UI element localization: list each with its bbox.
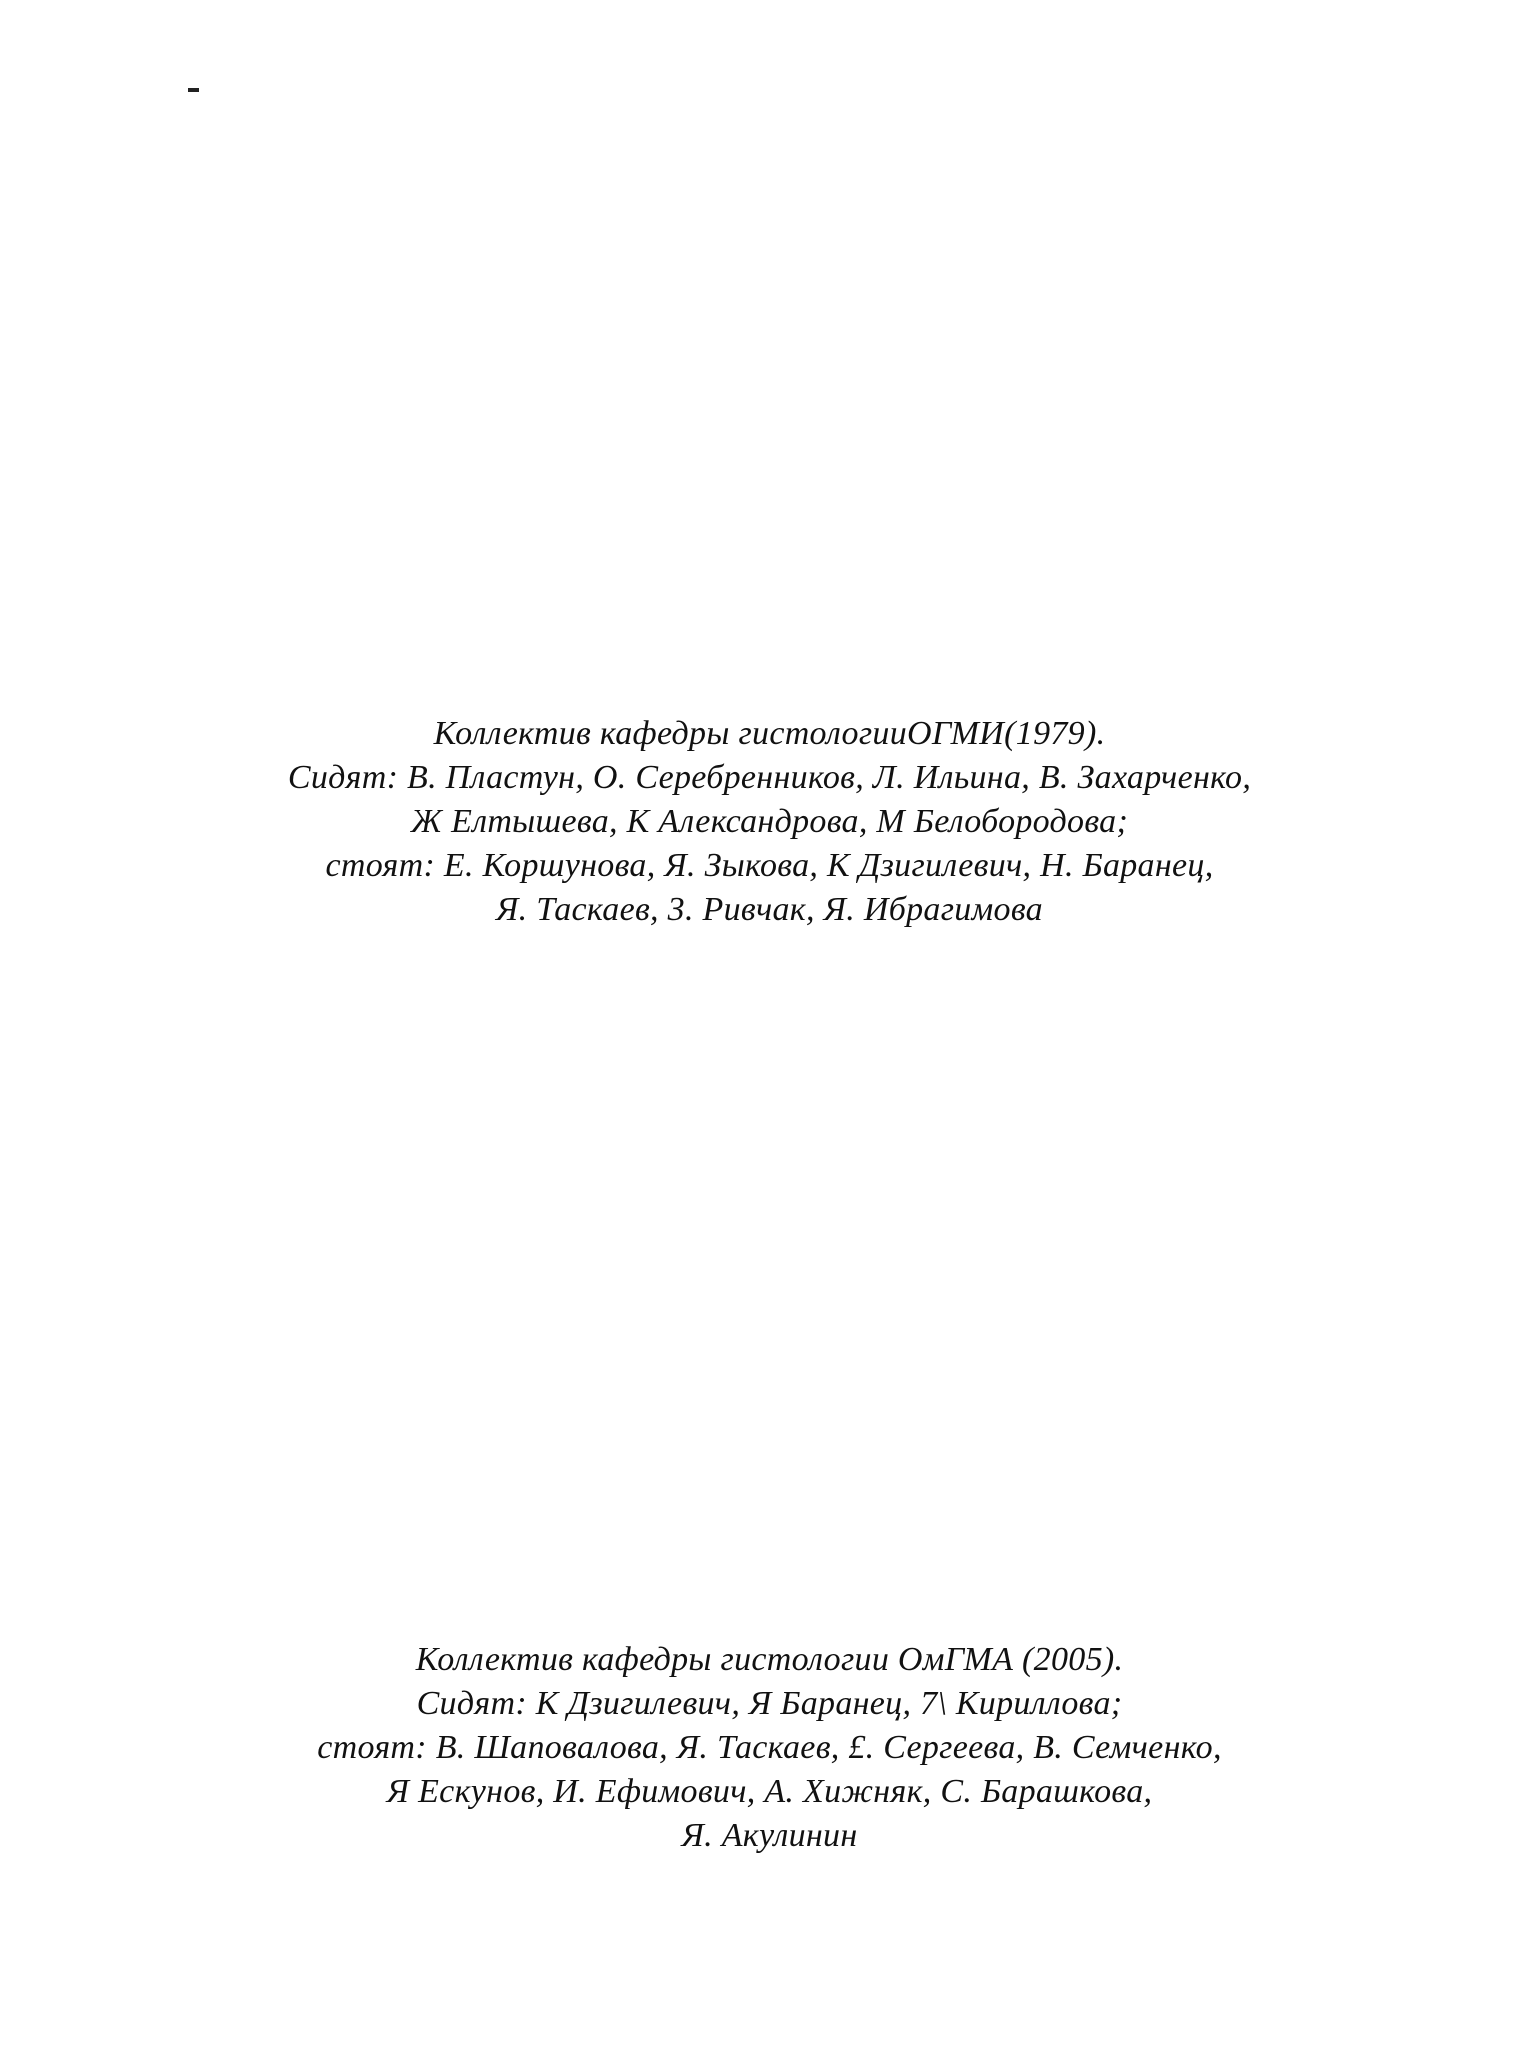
caption-line: Сидят: К Дзигилевич, Я Баранец, 7\ Кириллова; [416,1685,1123,1722]
caption-line: стоят: В. Шаповалова, Я. Таскаев, £. Сергеева, В. Семченко, [317,1729,1222,1766]
caption-line: Я. Таскаев, 3. Ривчак, Я. Ибрагимова [496,891,1043,928]
photo-caption-1979 [0,712,1539,932]
caption-line: Я. Акулинин [681,1817,858,1854]
caption-line: стоят: Е. Коршунова, Я. Зыкова, К Дзигилевич, Н. Баранец, [325,847,1214,884]
caption-title-line: Коллектив кафедры гистологииОГМИ(1979). [433,715,1106,752]
caption-line: Я Ескунов, И. Ефимович, А. Хижняк, С. Барашкова, [386,1773,1153,1810]
caption-title-line: Коллектив кафедры гистологии ОмГМА (2005). [415,1641,1124,1678]
photo-caption-2005 [0,1638,1539,1858]
stray-dash-mark [188,88,199,92]
caption-line: Ж Елтышева, К Александрова, М Белобородова; [410,803,1129,840]
caption-line: Сидят: В. Пластун, О. Серебренников, Л. Ильина, В. Захарченко, [287,759,1252,796]
